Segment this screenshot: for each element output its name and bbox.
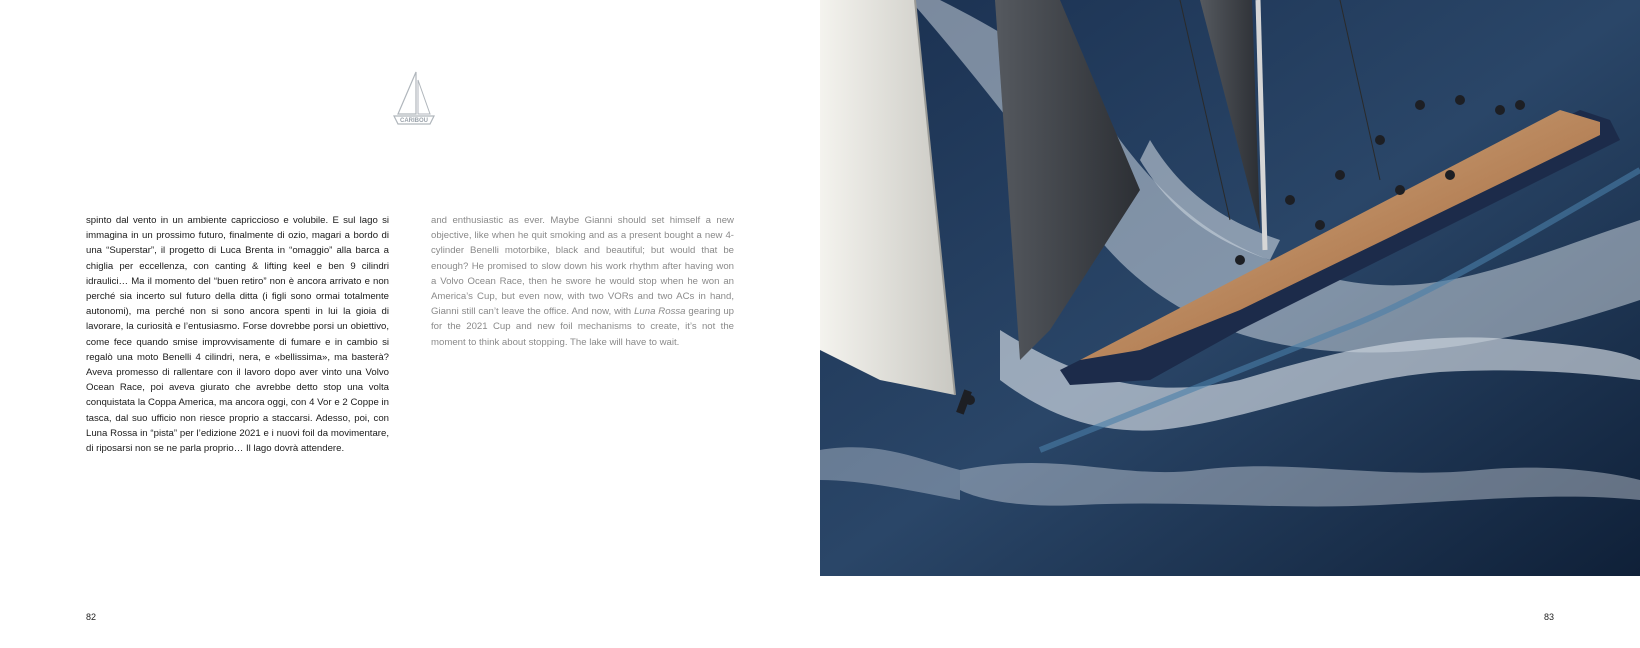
english-text-italic-boatname: Luna Rossa — [634, 306, 686, 318]
sailing-yacht-photo — [820, 0, 1640, 576]
english-text-column — [431, 213, 734, 350]
english-text-part1: and enthusiastic as ever. Maybe Gianni should set himself a new objective, like when he quit smoking and as a present bought a new 4-cylinder Benelli motorbike, black and beautiful; but would that be enough? He promised to slow down his work rhythm after having won a Volvo Ocean Race, then he swore he would stop when he won an America’s Cup, but even now, with two VORs and two ACs in hand, Gianni still can’t leave the office. And now, with — [431, 215, 734, 318]
page-number-left: 82 — [86, 612, 97, 622]
caribou-logo — [390, 70, 438, 130]
logo-text: CARIBOU — [400, 118, 428, 124]
italian-text-column — [86, 213, 389, 456]
yacht-illustration — [820, 0, 1640, 576]
english-text-part2: gearing up for the 2021 Cup and new foil mechanisms to create, it’s not the moment to think about stopping. The lake will have to wait. — [431, 306, 735, 348]
page-number-right: 83 — [1544, 612, 1555, 622]
italian-paragraph: spinto dal vento in un ambiente capriccioso e volubile. E sul lago si immagina in un prossimo futuro, finalmente di ozio, magari a bordo di una “Superstar”, il progetto di Luca Brenta in “omaggio” alla barca a chiglia per eccellenza, con canting & lifting keel e ben 9 cilindri idraulici… Ma il momento del “buen retiro” non è ancora arrivato e non perché sia incerto sul futuro della ditta (i figli sono ormai totalmente autonomi), ma perché non si sono ancora spenti in lui la gioia di lavorare, la curiosità e l’entusiasmo. Forse dovrebbe porsi un obiettivo, come fece quando smise improvvisamente di fumare e in cambio si regalò una moto Benelli 4 cilindri, nera, e «bellissima», ma basterà? Aveva promesso di rallentare con il lavoro dopo aver vinto una Volvo Ocean Race, poi aveva giurato che avrebbe detto stop una volta conquistata la Coppa America, ma ancora oggi, con 4 Vor e 2 Coppe in tasca, dal suo ufficio non riesce proprio a staccarsi. Adesso, poi, con Luna Rossa in “pista” per l’edizione 2021 e i nuovi foil da movimentare, di riposarsi non se ne parla proprio… Il lago dovrà attendere. — [86, 215, 389, 455]
